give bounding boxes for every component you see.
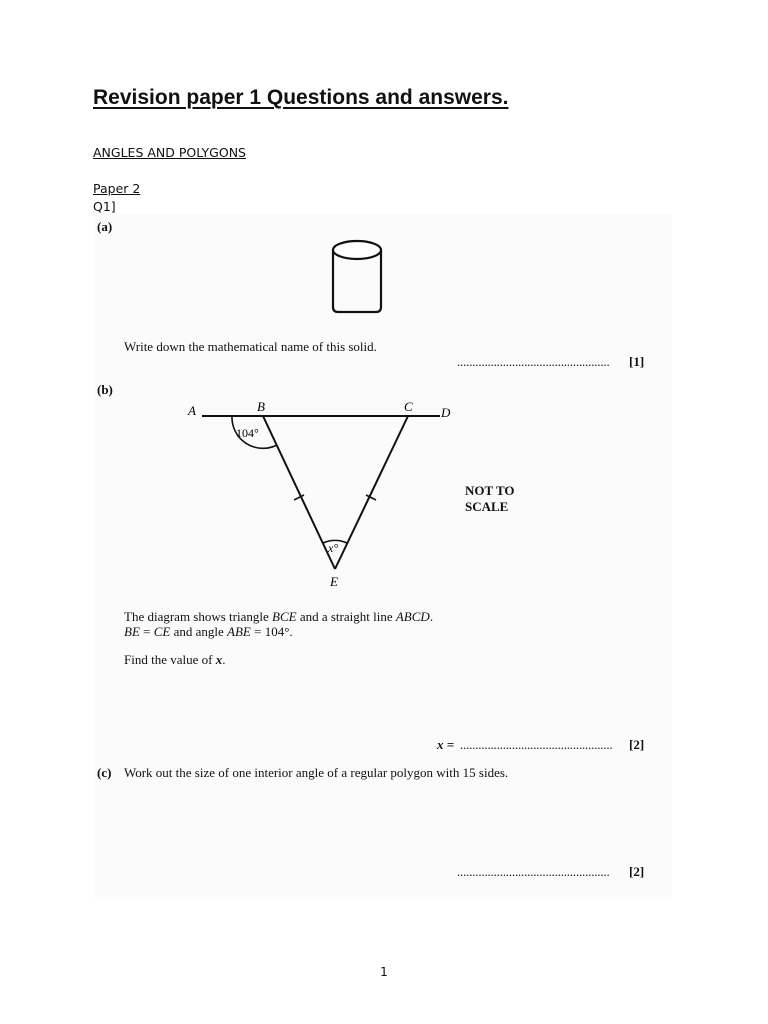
paper-label: Paper 2 xyxy=(93,181,141,196)
label-angle-x: x° xyxy=(328,541,339,555)
label-point-e: E xyxy=(330,574,338,589)
page-number: 1 xyxy=(380,965,388,979)
cylinder-icon xyxy=(328,236,386,316)
part-a-label: (a) xyxy=(97,219,113,234)
triangle-diagram xyxy=(180,396,480,592)
label-point-a: A xyxy=(188,403,196,418)
part-b-answer-line[interactable]: .................................................. xyxy=(460,737,613,752)
part-b-find-text: Find the value of x. xyxy=(124,652,226,667)
part-b-text-line2: BE = CE and angle ABE = 104°. xyxy=(124,624,293,639)
page-title: Revision paper 1 Questions and answers. xyxy=(93,86,509,109)
not-to-scale-note: NOT TO SCALE xyxy=(465,483,515,514)
question-label: Q1] xyxy=(93,199,116,214)
label-angle-104: 104° xyxy=(236,426,259,440)
part-c-answer-line[interactable]: .................................................. xyxy=(457,864,610,879)
part-a-question: Write down the mathematical name of this solid. xyxy=(124,339,377,354)
part-b-label: (b) xyxy=(97,382,113,397)
label-point-c: C xyxy=(404,399,413,414)
side-ce xyxy=(335,416,408,569)
section-heading: ANGLES AND POLYGONS xyxy=(93,145,246,160)
part-c-marks: [2] xyxy=(629,864,645,879)
part-a-marks: [1] xyxy=(629,354,645,369)
part-b-text-line1: The diagram shows triangle BCE and a straight line ABCD. xyxy=(124,609,434,624)
part-b-marks: [2] xyxy=(629,737,645,752)
side-be xyxy=(263,416,335,569)
part-c-label: (c) xyxy=(97,765,112,780)
part-b-answer-prefix: x = xyxy=(437,737,455,752)
part-a-answer-line[interactable]: .................................................. xyxy=(457,354,610,369)
label-point-d: D xyxy=(441,405,451,420)
part-c-question: Work out the size of one interior angle of a regular polygon with 15 sides. xyxy=(124,765,509,780)
label-point-b: B xyxy=(257,399,265,414)
